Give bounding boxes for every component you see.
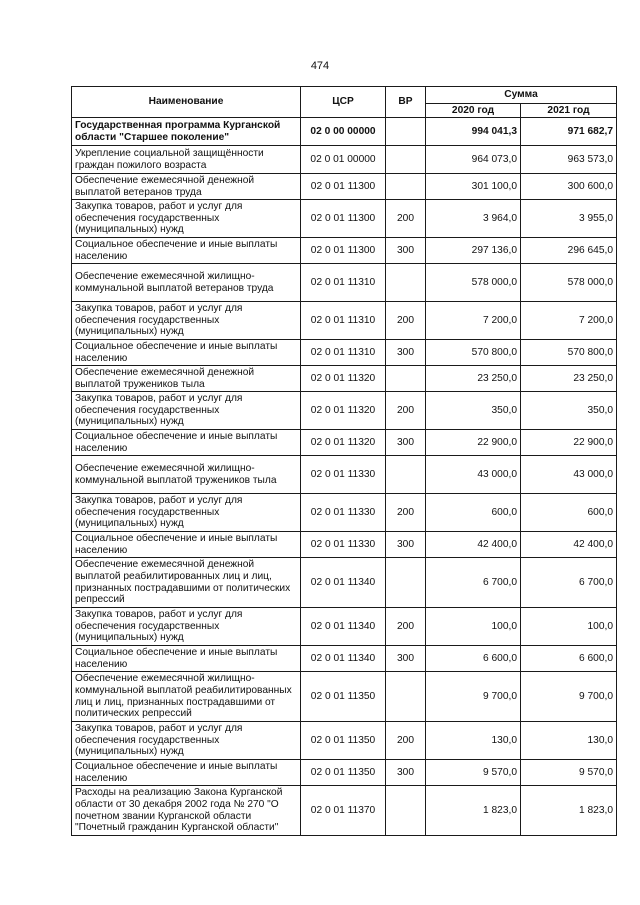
table-row <box>72 264 617 302</box>
cell-vr <box>386 672 426 722</box>
cell-name: Социальное обеспечение и иные выплаты населению <box>72 340 301 366</box>
table-row <box>72 146 617 174</box>
cell-csr: 02 0 01 00000 <box>301 146 386 174</box>
cell-vr <box>386 786 426 836</box>
cell-sum-2020: 23 250,0 <box>426 366 521 392</box>
table-row <box>72 608 617 646</box>
cell-vr: 300 <box>386 238 426 264</box>
cell-sum-2021: 296 645,0 <box>521 238 617 264</box>
cell-name: Обеспечение ежемесячной жилищно-коммунальной выплатой тружеников тыла <box>72 456 301 494</box>
cell-vr: 200 <box>386 608 426 646</box>
cell-sum-2020: 7 200,0 <box>426 302 521 340</box>
page-number: 474 <box>310 60 330 72</box>
cell-csr: 02 0 01 11340 <box>301 608 386 646</box>
table-row <box>72 392 617 430</box>
cell-csr: 02 0 01 11320 <box>301 392 386 430</box>
cell-csr: 02 0 01 11320 <box>301 366 386 392</box>
cell-sum-2020: 6 700,0 <box>426 558 521 608</box>
cell-sum-2021: 600,0 <box>521 494 617 532</box>
cell-sum-2021: 6 600,0 <box>521 646 617 672</box>
cell-vr: 200 <box>386 722 426 760</box>
cell-name: Закупка товаров, работ и услуг для обеспечения государственных (муниципальных) нужд <box>72 200 301 238</box>
cell-csr: 02 0 01 11320 <box>301 430 386 456</box>
cell-name: Обеспечение ежемесячной денежной выплатой ветеранов труда <box>72 174 301 200</box>
cell-vr: 300 <box>386 340 426 366</box>
header-vr: ВР <box>386 87 426 118</box>
cell-vr <box>386 174 426 200</box>
cell-vr <box>386 558 426 608</box>
cell-name: Социальное обеспечение и иные выплаты населению <box>72 760 301 786</box>
cell-sum-2021: 963 573,0 <box>521 146 617 174</box>
table-row <box>72 302 617 340</box>
cell-sum-2020: 3 964,0 <box>426 200 521 238</box>
cell-sum-2021: 300 600,0 <box>521 174 617 200</box>
table-row <box>72 532 617 558</box>
cell-vr: 300 <box>386 646 426 672</box>
table-row <box>72 174 617 200</box>
table-row <box>72 456 617 494</box>
budget-table <box>71 86 617 836</box>
table-row <box>72 760 617 786</box>
cell-name: Расходы на реализацию Закона Курганской области от 30 декабря 2002 года № 270 "О почетном звании Курганской области "Почетный гражданин Курганской области" <box>72 786 301 836</box>
table-row <box>72 672 617 722</box>
cell-csr: 02 0 01 11310 <box>301 264 386 302</box>
cell-vr: 300 <box>386 430 426 456</box>
cell-sum-2020: 130,0 <box>426 722 521 760</box>
cell-sum-2020: 1 823,0 <box>426 786 521 836</box>
cell-name: Закупка товаров, работ и услуг для обеспечения государственных (муниципальных) нужд <box>72 302 301 340</box>
cell-sum-2021: 9 570,0 <box>521 760 617 786</box>
cell-csr: 02 0 01 11350 <box>301 722 386 760</box>
table-body <box>72 118 617 836</box>
cell-sum-2021: 3 955,0 <box>521 200 617 238</box>
cell-csr: 02 0 01 11340 <box>301 558 386 608</box>
cell-name: Закупка товаров, работ и услуг для обеспечения государственных (муниципальных) нужд <box>72 392 301 430</box>
cell-csr: 02 0 01 11330 <box>301 456 386 494</box>
cell-vr: 200 <box>386 494 426 532</box>
cell-sum-2021: 23 250,0 <box>521 366 617 392</box>
cell-csr: 02 0 01 11370 <box>301 786 386 836</box>
header-name: Наименование <box>72 87 301 118</box>
cell-sum-2020: 570 800,0 <box>426 340 521 366</box>
cell-sum-2020: 350,0 <box>426 392 521 430</box>
cell-vr: 300 <box>386 760 426 786</box>
cell-sum-2020: 100,0 <box>426 608 521 646</box>
cell-csr: 02 0 01 11300 <box>301 174 386 200</box>
cell-sum-2020: 43 000,0 <box>426 456 521 494</box>
cell-name: Укрепление социальной защищённости граждан пожилого возраста <box>72 146 301 174</box>
cell-sum-2021: 578 000,0 <box>521 264 617 302</box>
cell-vr: 200 <box>386 200 426 238</box>
header-year-2020: 2020 год <box>426 104 521 118</box>
table-row <box>72 558 617 608</box>
cell-sum-2021: 130,0 <box>521 722 617 760</box>
cell-sum-2021: 43 000,0 <box>521 456 617 494</box>
cell-csr: 02 0 01 11310 <box>301 340 386 366</box>
table-row <box>72 340 617 366</box>
cell-csr: 02 0 00 00000 <box>301 118 386 146</box>
table-row <box>72 366 617 392</box>
table-row <box>72 494 617 532</box>
cell-vr: 200 <box>386 302 426 340</box>
table-row <box>72 646 617 672</box>
cell-vr <box>386 264 426 302</box>
cell-sum-2020: 6 600,0 <box>426 646 521 672</box>
cell-sum-2021: 350,0 <box>521 392 617 430</box>
header-year-2021: 2021 год <box>521 104 617 118</box>
table-row <box>72 786 617 836</box>
cell-name: Социальное обеспечение и иные выплаты населению <box>72 646 301 672</box>
cell-name: Обеспечение ежемесячной денежной выплатой тружеников тыла <box>72 366 301 392</box>
cell-name: Социальное обеспечение и иные выплаты населению <box>72 430 301 456</box>
cell-sum-2020: 578 000,0 <box>426 264 521 302</box>
cell-name: Социальное обеспечение и иные выплаты населению <box>72 238 301 264</box>
cell-sum-2020: 297 136,0 <box>426 238 521 264</box>
cell-sum-2021: 7 200,0 <box>521 302 617 340</box>
cell-csr: 02 0 01 11350 <box>301 760 386 786</box>
cell-sum-2021: 42 400,0 <box>521 532 617 558</box>
cell-csr: 02 0 01 11300 <box>301 238 386 264</box>
cell-vr <box>386 118 426 146</box>
cell-sum-2020: 9 700,0 <box>426 672 521 722</box>
cell-sum-2020: 994 041,3 <box>426 118 521 146</box>
cell-sum-2020: 9 570,0 <box>426 760 521 786</box>
cell-sum-2020: 600,0 <box>426 494 521 532</box>
cell-sum-2020: 42 400,0 <box>426 532 521 558</box>
cell-csr: 02 0 01 11350 <box>301 672 386 722</box>
table-row <box>72 430 617 456</box>
header-csr: ЦСР <box>301 87 386 118</box>
cell-sum-2021: 100,0 <box>521 608 617 646</box>
cell-csr: 02 0 01 11340 <box>301 646 386 672</box>
cell-name: Государственная программа Курганской области "Старшее поколение" <box>72 118 301 146</box>
cell-sum-2020: 301 100,0 <box>426 174 521 200</box>
cell-sum-2020: 22 900,0 <box>426 430 521 456</box>
cell-vr <box>386 366 426 392</box>
cell-sum-2021: 570 800,0 <box>521 340 617 366</box>
cell-sum-2021: 22 900,0 <box>521 430 617 456</box>
cell-sum-2021: 9 700,0 <box>521 672 617 722</box>
table-row <box>72 118 617 146</box>
cell-csr: 02 0 01 11310 <box>301 302 386 340</box>
cell-csr: 02 0 01 11330 <box>301 494 386 532</box>
header-sum: Сумма <box>426 87 617 104</box>
cell-csr: 02 0 01 11300 <box>301 200 386 238</box>
cell-name: Закупка товаров, работ и услуг для обеспечения государственных (муниципальных) нужд <box>72 722 301 760</box>
cell-sum-2021: 971 682,7 <box>521 118 617 146</box>
cell-sum-2021: 1 823,0 <box>521 786 617 836</box>
table-row <box>72 238 617 264</box>
table-header <box>72 87 617 118</box>
table-row <box>72 200 617 238</box>
cell-sum-2021: 6 700,0 <box>521 558 617 608</box>
cell-vr: 200 <box>386 392 426 430</box>
cell-name: Закупка товаров, работ и услуг для обеспечения государственных (муниципальных) нужд <box>72 608 301 646</box>
cell-name: Обеспечение ежемесячной жилищно-коммунальной выплатой ветеранов труда <box>72 264 301 302</box>
table-row <box>72 722 617 760</box>
cell-name: Социальное обеспечение и иные выплаты населению <box>72 532 301 558</box>
cell-name: Обеспечение ежемесячной денежной выплатой реабилитированных лиц и лиц, признанных пострадавшими от политических репрессий <box>72 558 301 608</box>
cell-sum-2020: 964 073,0 <box>426 146 521 174</box>
cell-vr <box>386 456 426 494</box>
cell-csr: 02 0 01 11330 <box>301 532 386 558</box>
cell-vr: 300 <box>386 532 426 558</box>
cell-name: Обеспечение ежемесячной жилищно-коммунальной выплатой реабилитированных лиц и лиц, признанных пострадавшими от политических репрессий <box>72 672 301 722</box>
cell-name: Закупка товаров, работ и услуг для обеспечения государственных (муниципальных) нужд <box>72 494 301 532</box>
cell-vr <box>386 146 426 174</box>
